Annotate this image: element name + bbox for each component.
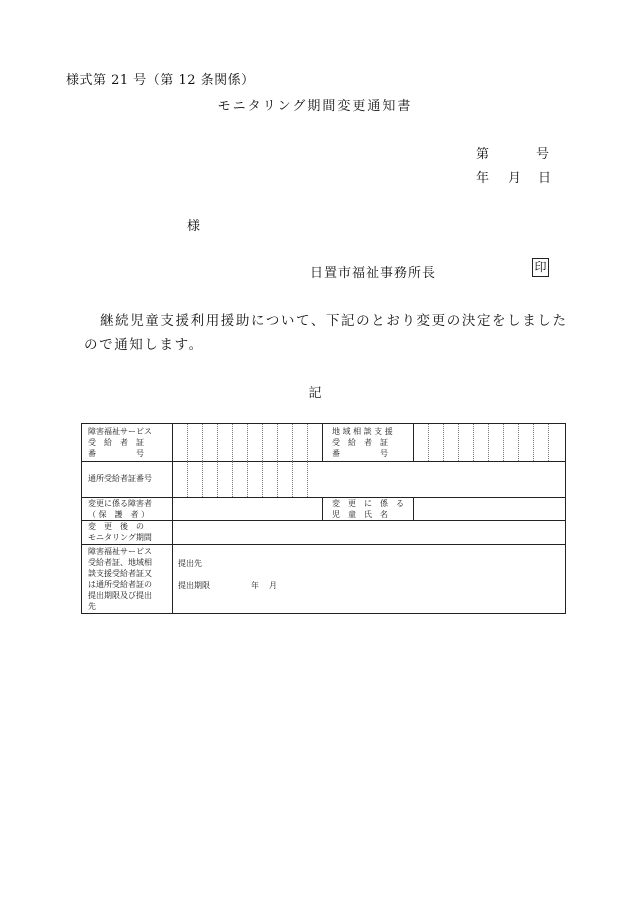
digit-divider: [533, 424, 534, 461]
digit-divider: [232, 461, 233, 497]
seal-mark: 印: [532, 258, 549, 277]
label-child-name: 変 更 に 係 る 児 童 氏 名: [332, 499, 404, 519]
table-divider: [413, 424, 414, 461]
digit-divider: [307, 424, 308, 461]
digit-divider: [458, 424, 459, 461]
digit-divider: [262, 424, 263, 461]
submit-to-label: 提出先: [178, 559, 202, 568]
details-table: [81, 423, 566, 614]
number-suffix: 号: [536, 147, 550, 162]
digit-divider: [217, 424, 218, 461]
date-year: 年: [476, 171, 490, 186]
digit-divider: [488, 424, 489, 461]
label-submission-deadline-and-destination: 障害福祉サービス 受給者証、地域相 談支援受給者証又 は通所受給者証の 提出期限及び提出 先: [88, 547, 152, 611]
deadline-month: 月: [269, 581, 277, 590]
digit-divider: [247, 424, 248, 461]
table-divider: [322, 497, 323, 520]
body-text-line-2: ので通知します。: [84, 337, 204, 353]
date-day: 日: [538, 171, 552, 186]
ki-heading: 記: [308, 386, 322, 401]
form-number: 様式第 21 号（第 12 条関係）: [66, 73, 255, 88]
digit-divider: [202, 424, 203, 461]
table-divider: [413, 497, 414, 520]
digit-divider: [292, 424, 293, 461]
digit-divider: [277, 424, 278, 461]
digit-divider: [232, 424, 233, 461]
digit-divider: [277, 461, 278, 497]
digit-divider: [548, 424, 549, 461]
digit-divider: [217, 461, 218, 497]
body-text-line-1: 継続児童支援利用援助について、下記のとおり変更の決定をしました: [100, 313, 568, 329]
table-divider: [82, 497, 565, 498]
deadline-label: 提出期限: [178, 581, 210, 590]
label-service-certificate-number: 障害福祉サービス 受 給 者 証 番 号: [88, 427, 152, 458]
table-divider: [82, 520, 565, 521]
label-consultation-certificate-number: 地 域 相 談 支 援 受 給 者 証 番 号: [332, 427, 393, 458]
digit-divider: [428, 424, 429, 461]
digit-divider: [443, 424, 444, 461]
date-month: 月: [508, 171, 522, 186]
table-divider: [322, 424, 323, 461]
digit-divider: [518, 424, 519, 461]
label-person-concerned: 変更に係る障害者 （ 保 護 者 ）: [88, 499, 152, 519]
number-prefix: 第: [476, 147, 490, 162]
digit-divider: [187, 424, 188, 461]
sender-name: 日置市福祉事務所長: [310, 266, 437, 281]
deadline-year: 年: [251, 581, 259, 590]
table-divider: [82, 461, 565, 462]
digit-divider: [473, 424, 474, 461]
document-title: モニタリング期間変更通知書: [217, 99, 413, 114]
digit-divider: [202, 461, 203, 497]
digit-divider: [503, 424, 504, 461]
digit-divider: [247, 461, 248, 497]
label-new-monitoring-period: 変 更 後 の モニタリング期間: [88, 522, 152, 542]
label-day-service-certificate-number: 通所受給者証番号: [88, 474, 152, 483]
digit-divider: [262, 461, 263, 497]
table-divider: [172, 424, 173, 613]
table-divider: [82, 544, 565, 545]
digit-divider: [292, 461, 293, 497]
digit-divider: [187, 461, 188, 497]
addressee-suffix: 様: [187, 219, 201, 234]
digit-divider: [307, 461, 308, 497]
